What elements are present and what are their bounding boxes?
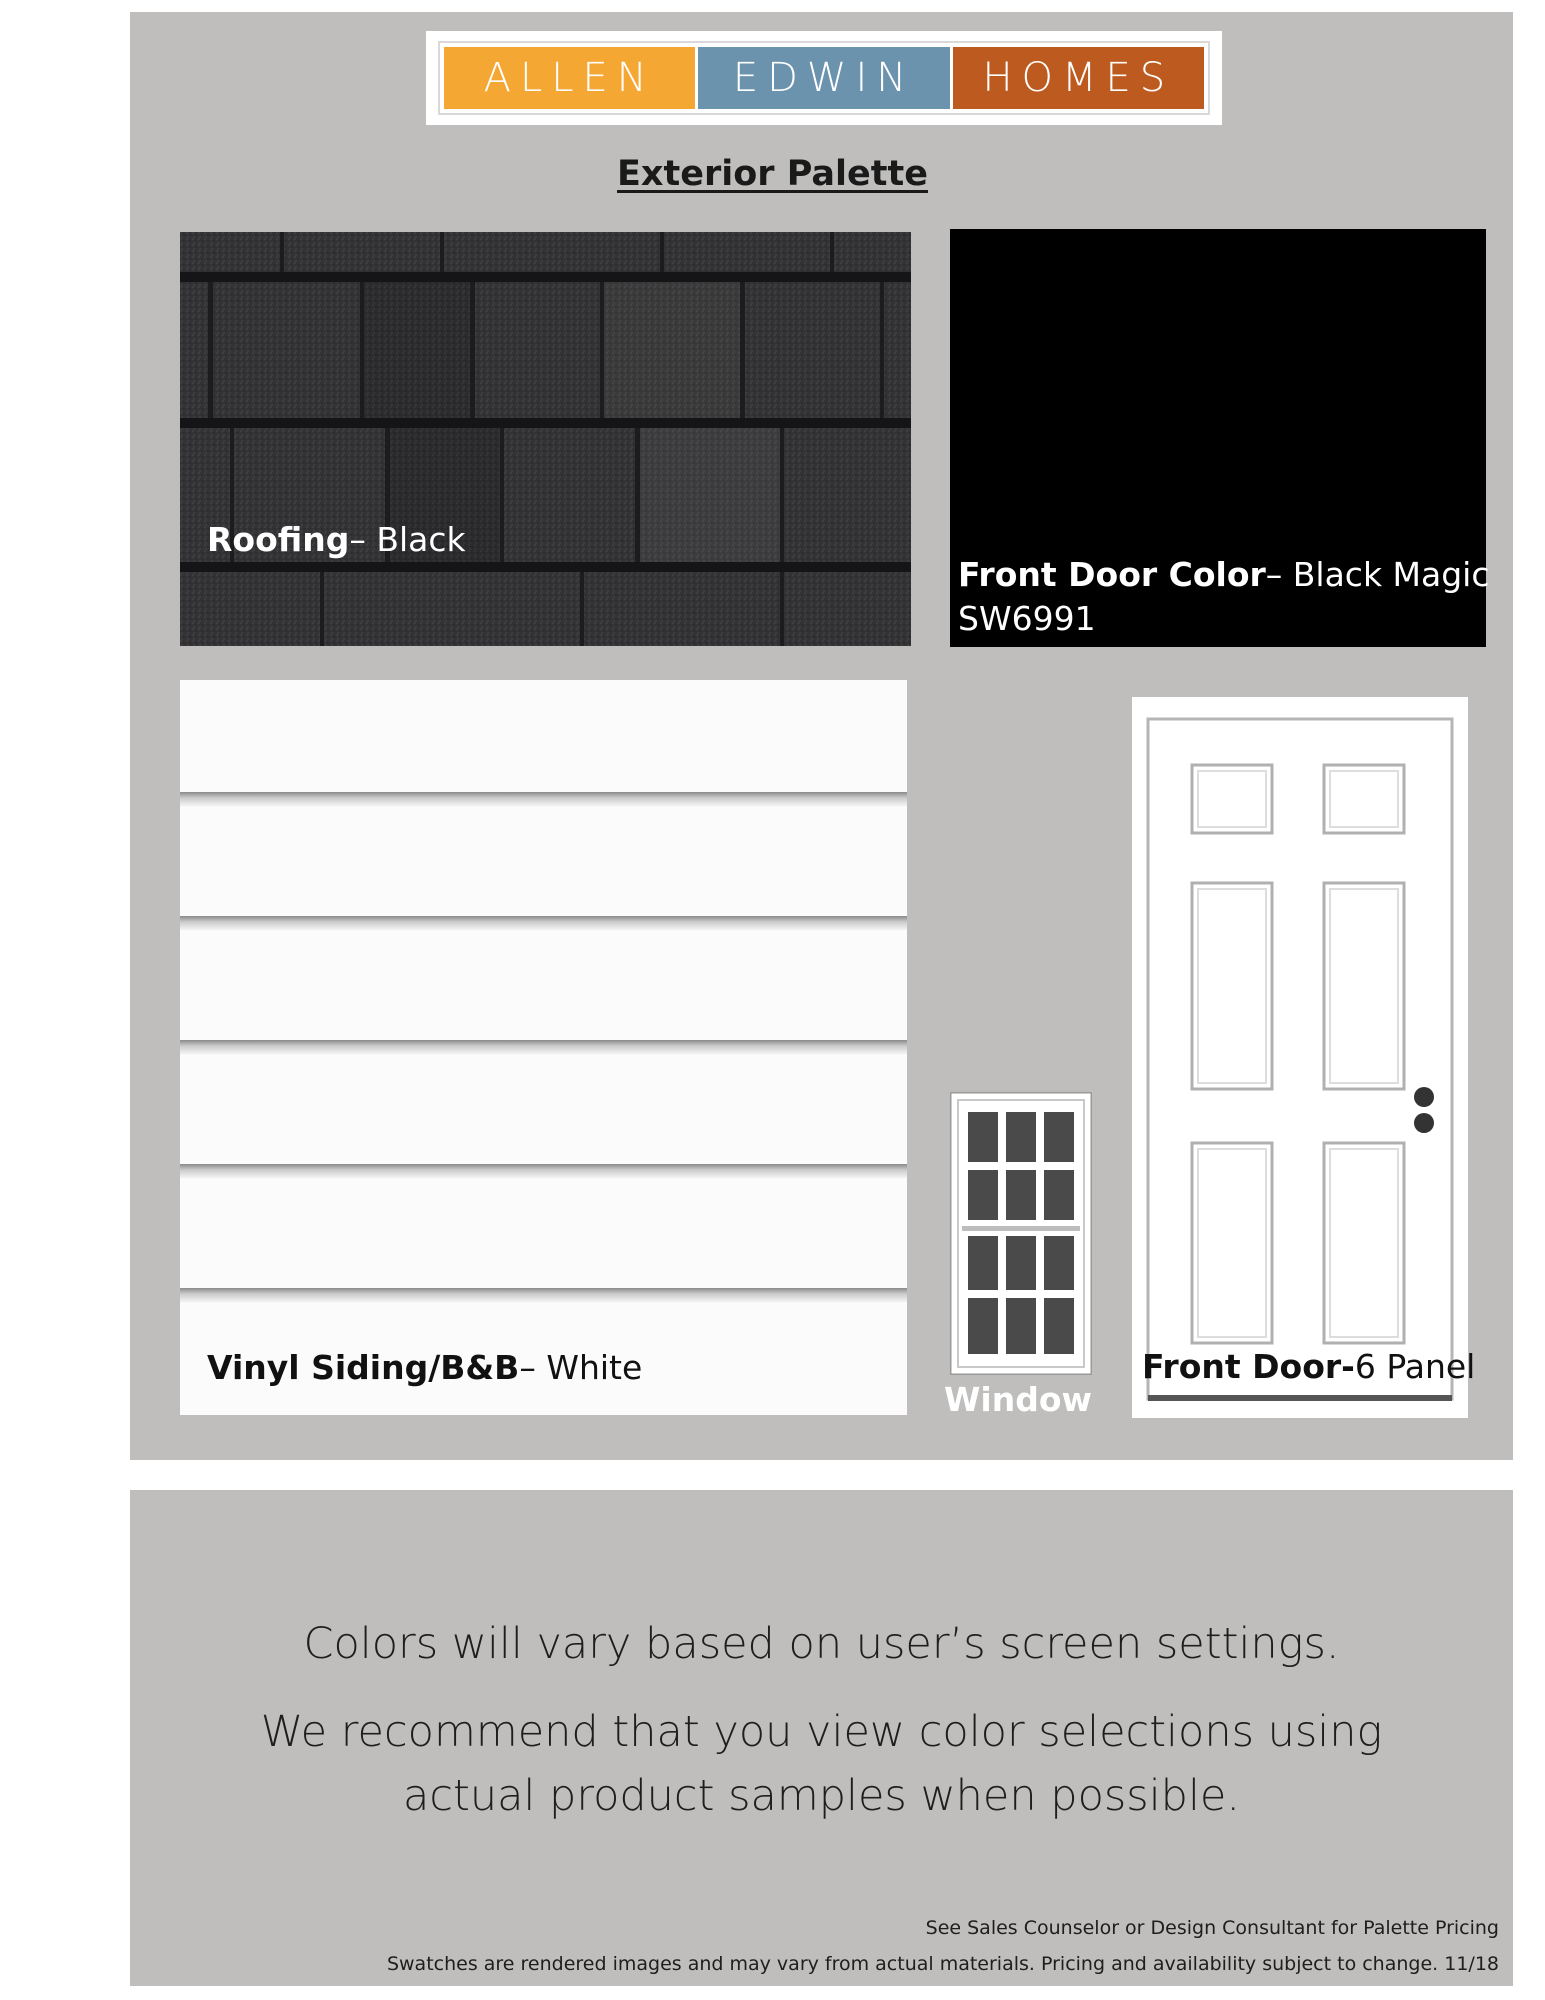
pricing-note: See Sales Counselor or Design Consultant for Palette Pricing [925,1917,1499,1939]
siding-name: Vinyl Siding/B&B [207,1348,520,1387]
disclaimer: Swatches are rendered images and may vary from actual materials. Pricing and availability subject to change. 11/18 [386,1953,1499,1975]
front-door-name: Front Door- [1142,1347,1355,1386]
front-door-color-swatch [950,229,1490,647]
logo-word-allen: ALLEN [444,47,695,109]
allen-edwin-homes-logo [426,31,1222,125]
front-door-label [1142,1347,1475,1386]
siding-texture [180,680,907,1415]
window-image [950,1092,1092,1375]
roofing-swatch [180,232,911,646]
notice-line-2: We recommend that you view color selections using [260,1707,1383,1757]
front-door-image [1132,697,1476,1418]
front-door-color-label [958,553,1490,641]
logo-word-homes: HOMES [953,47,1204,109]
front-door-color-name: Front Door Color [958,555,1266,594]
notice-line-1: Colors will vary based on user’s screen settings. [303,1619,1340,1669]
siding-label [207,1348,642,1387]
vinyl-siding-swatch [180,680,907,1415]
front-door-value: 6 Panel [1354,1347,1476,1386]
roofing-label [207,520,466,559]
roofing-name: Roofing [207,520,350,559]
page-title: Exterior Palette [617,154,928,194]
logo-word-edwin: EDWIN [698,47,949,109]
shingle-texture [180,232,911,646]
siding-value: – White [519,1348,643,1387]
roofing-value: – Black [349,520,466,559]
six-panel-door-graphic [1132,697,1468,1418]
front-door-color-code: SW6991 [958,599,1096,638]
front-door-color-value: – Black Magic [1265,555,1490,594]
window-label: Window [944,1380,1092,1419]
logo-frame [438,41,1210,115]
notice-line-3: actual product samples when possible. [402,1771,1241,1821]
window-graphic [950,1092,1092,1375]
